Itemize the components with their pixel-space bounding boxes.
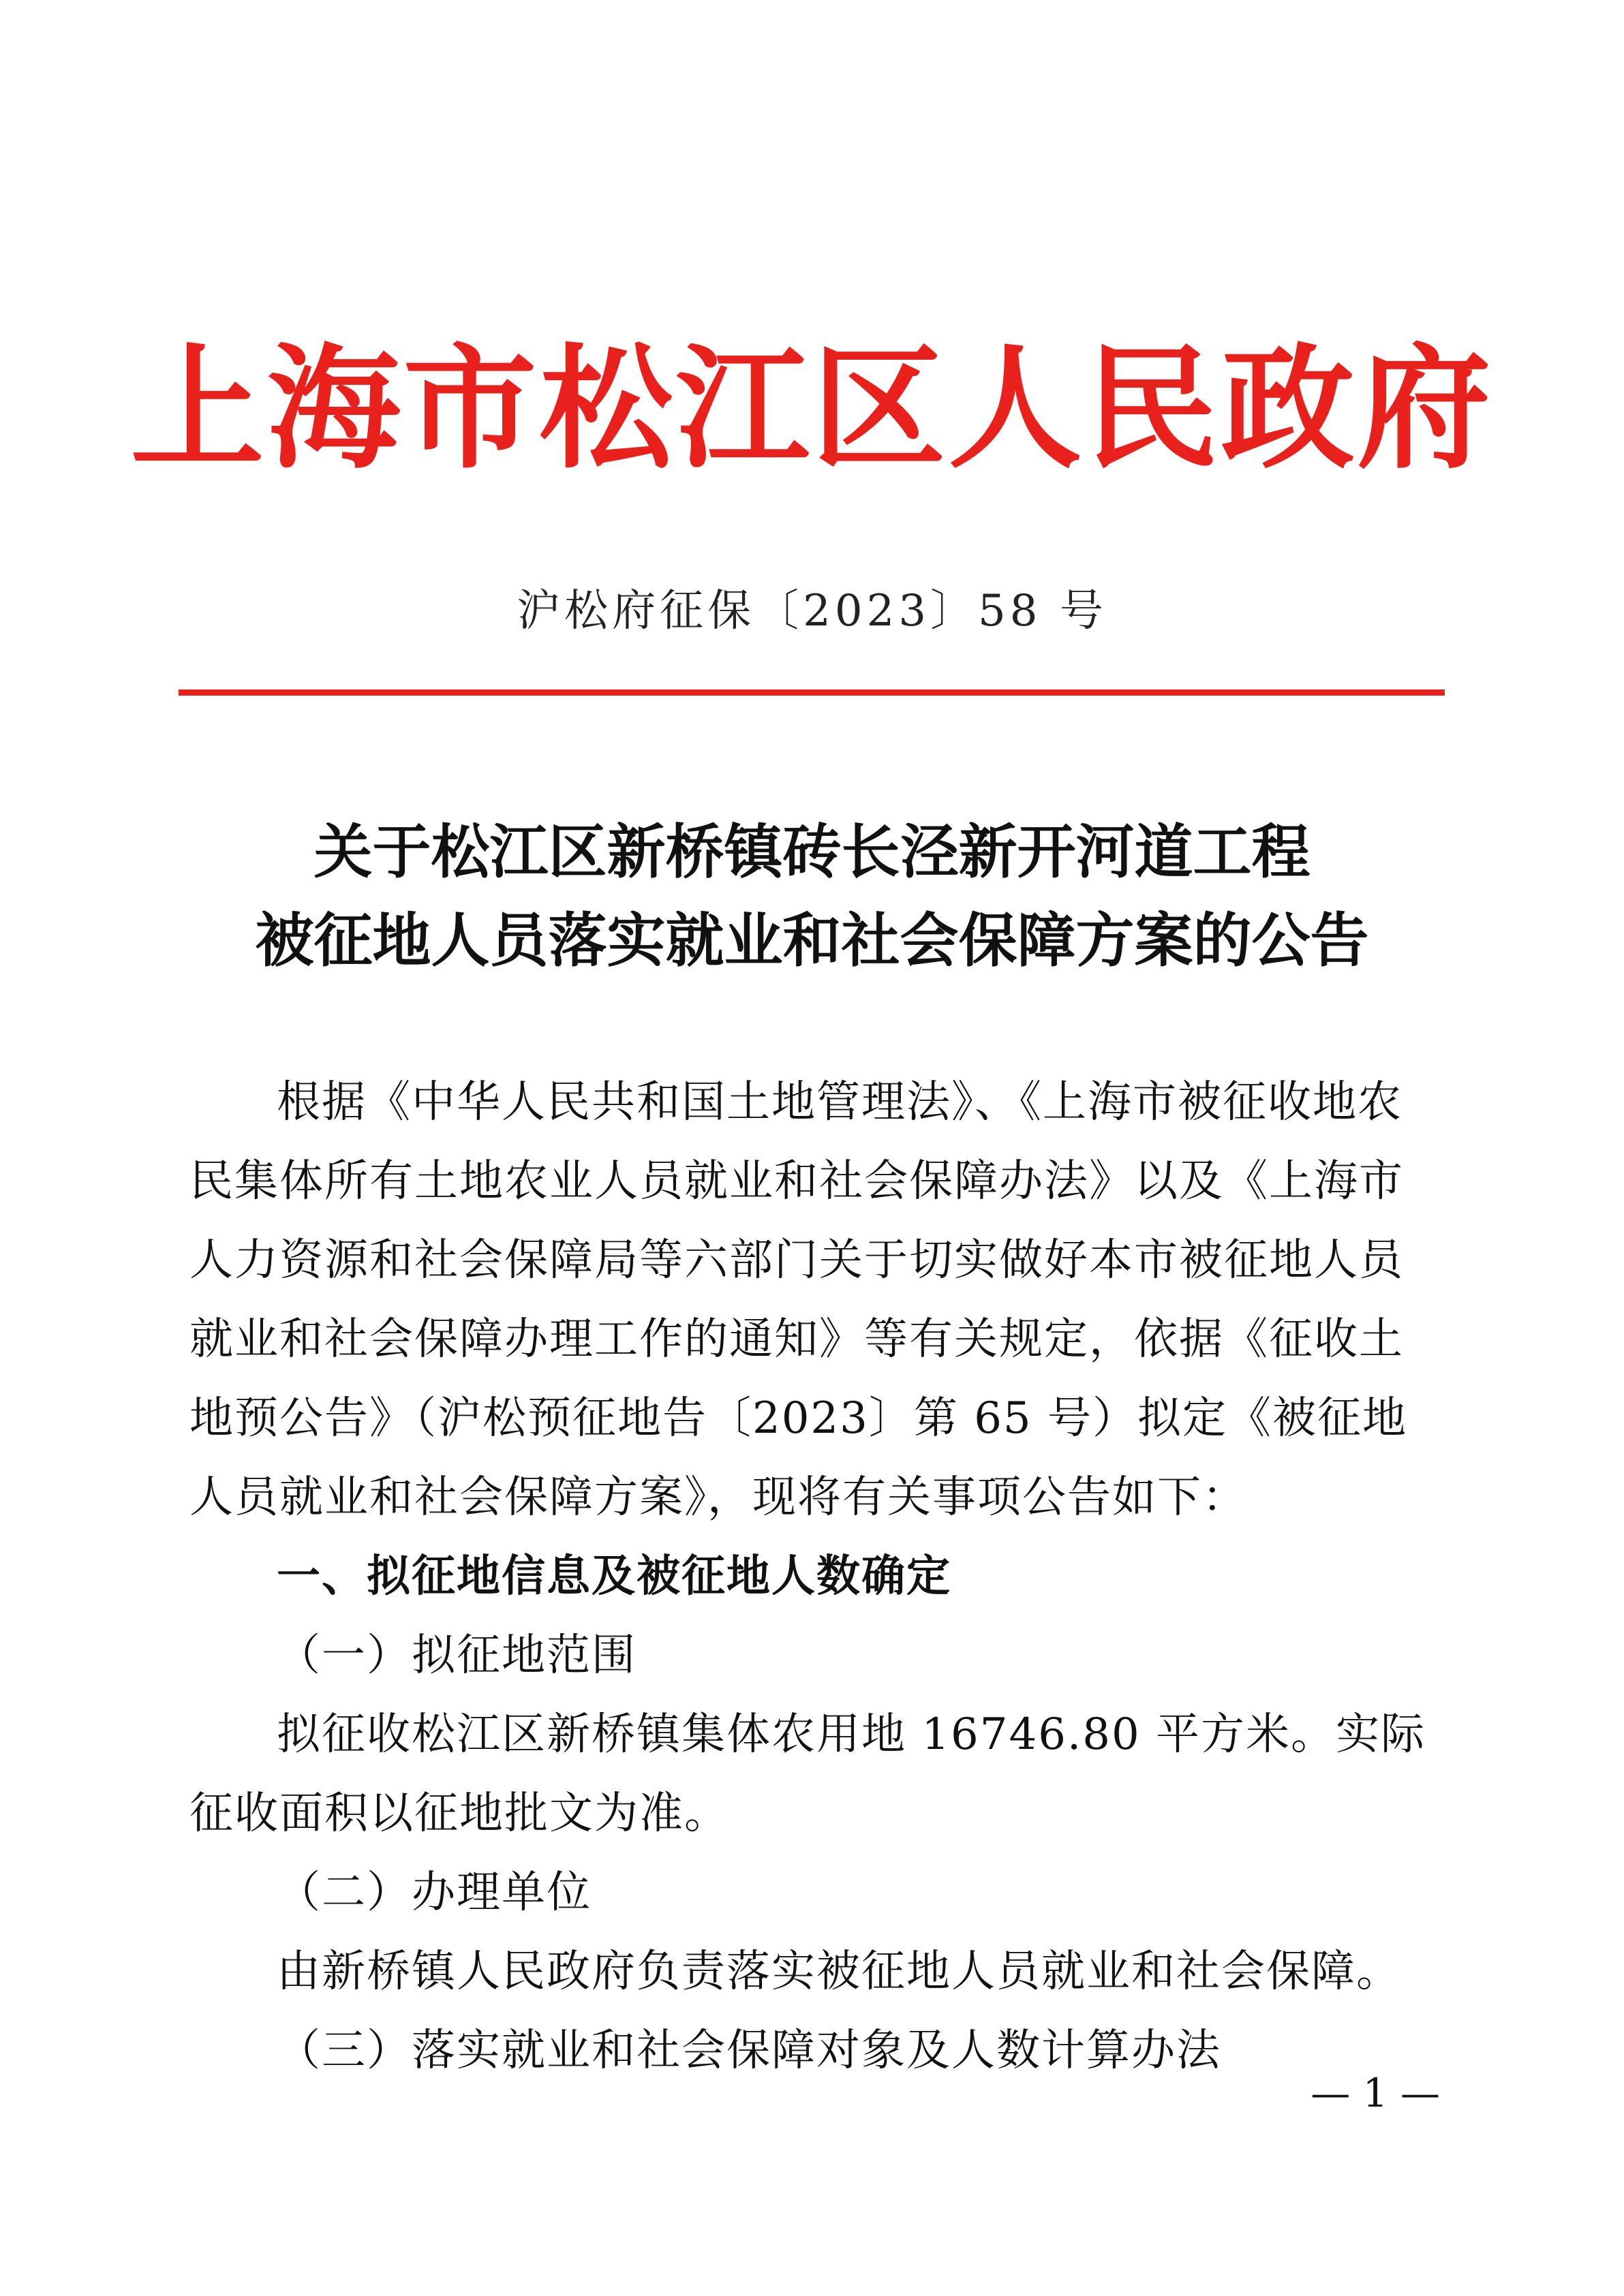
page-number: — 1 — — [1311, 2070, 1440, 2116]
subsection-1-text: 拟征收松江区新桥镇集体农用地 16746.80 平方米。实际征收面积以征地批文为准。 — [189, 1709, 1426, 1839]
section-1-heading: 一、拟征地信息及被征地人数确定 — [277, 1551, 951, 1602]
subsection-1-heading: （一）拟征地范围 — [277, 1630, 637, 1681]
subsection-2-text: 由新桥镇人民政府负责落实被征地人员就业和社会保障。 — [277, 1946, 1401, 1997]
intro-paragraph: 根据《中华人民共和国土地管理法》、《上海市被征收地农民集体所有土地农业人员就业和社会保障办法》以及《上海市人力资源和社会保障局等六部门关于切实做好本市被征地人员就业和社会保障办理工作的通知》等有关规定，依据《征收土地预公告》（沪松预征地告〔2023〕第 65 号）拟定《被征地人员就业和社会保障方案》，现将有关事项公告如下： — [189, 1077, 1407, 1523]
subsection-2-heading: （二）办理单位 — [277, 1867, 592, 1918]
document-number: 沪松府征保〔2023〕58 号 — [517, 586, 1107, 636]
document-body — [189, 1063, 1441, 2090]
masthead: 上海市松江区人民政府 — [130, 330, 1494, 487]
document-title — [0, 808, 1624, 985]
subsection-3-heading: （三）落实就业和社会保障对象及人数计算办法 — [277, 2026, 1221, 2076]
title-line-1: 关于松江区新桥镇砖长泾新开河道工程 — [313, 818, 1311, 886]
title-line-2: 被征地人员落实就业和社会保障方案的公告 — [255, 906, 1369, 975]
red-divider-line — [179, 689, 1445, 696]
